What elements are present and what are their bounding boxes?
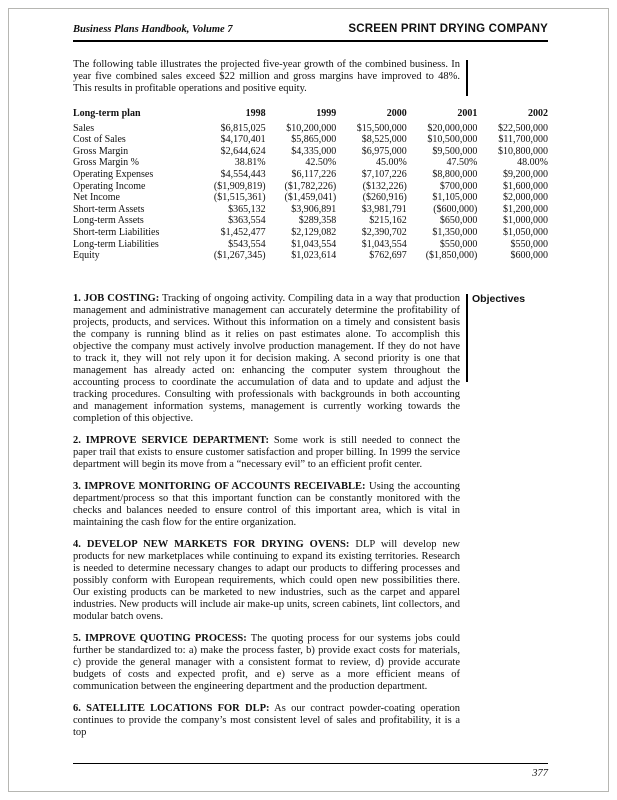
value-cell: $6,975,000 bbox=[361, 145, 407, 157]
row-label-cell: Gross Margin bbox=[73, 145, 129, 157]
value-cell: ($260,916) bbox=[362, 192, 407, 204]
paragraph-lead: 1. JOB COSTING: bbox=[73, 292, 160, 304]
table-row bbox=[73, 157, 548, 169]
paragraph-lead: 2. IMPROVE SERVICE DEPARTMENT: bbox=[73, 434, 269, 446]
value-cell: $1,105,000 bbox=[432, 192, 478, 204]
value-cell: $543,554 bbox=[228, 238, 266, 250]
objectives-section bbox=[73, 293, 548, 739]
paragraph-text: DLP will develop new products for new marketplaces while continuing to expand its existing territories. Research is needed to determine necessary changes to adapt our products to differing processes and possibly conform with European requirements, which could open new possibilities there. Our existing products can be marketed to new industries, such as the carpet and apparel industries. New products will include air make-up units, screen cabinets, lint collectors, and modular batch ovens. bbox=[73, 538, 460, 622]
value-cell: $550,000 bbox=[439, 238, 478, 250]
table-row bbox=[73, 169, 548, 181]
objective-paragraph bbox=[73, 293, 460, 425]
value-cell: ($1,267,345) bbox=[213, 250, 266, 262]
section-change-bar bbox=[466, 294, 468, 382]
value-cell: $2,390,702 bbox=[361, 226, 407, 238]
value-cell: ($1,459,041) bbox=[284, 192, 337, 204]
book-page bbox=[8, 8, 609, 792]
objective-paragraph bbox=[73, 633, 460, 693]
value-cell: ($600,000) bbox=[433, 203, 478, 215]
value-cell: $7,107,226 bbox=[361, 168, 407, 180]
table-row bbox=[73, 239, 548, 251]
objective-paragraph bbox=[73, 703, 460, 739]
row-label-cell: Cost of Sales bbox=[73, 134, 126, 146]
section-change-bar bbox=[466, 60, 468, 96]
value-cell: $9,500,000 bbox=[432, 145, 478, 157]
table-row bbox=[73, 181, 548, 193]
value-cell: $6,117,226 bbox=[291, 168, 337, 180]
value-cell: ($1,782,226) bbox=[284, 180, 337, 192]
value-cell: $1,050,000 bbox=[503, 226, 548, 238]
value-cell: $1,452,477 bbox=[220, 226, 266, 238]
value-cell: $600,000 bbox=[510, 250, 548, 262]
row-label-cell: Equity bbox=[73, 250, 100, 262]
table-header-cell: 2000 bbox=[386, 108, 407, 119]
value-cell: ($1,515,361) bbox=[213, 192, 266, 204]
page-footer bbox=[73, 763, 548, 779]
row-label-cell: Long-term Assets bbox=[73, 215, 144, 227]
objective-paragraph bbox=[73, 435, 460, 471]
value-cell: $762,697 bbox=[369, 250, 407, 262]
paragraph-text: Some work is still needed to connect the paper trail that exists to ensure customer satisfaction and proper billing. In 1999 the service department will begin its move from a “necessary evil” to an efficient profit center. bbox=[73, 434, 460, 470]
value-cell: $700,000 bbox=[439, 180, 478, 192]
table-row bbox=[73, 134, 548, 146]
objective-paragraph bbox=[73, 481, 460, 529]
value-cell: $6,815,025 bbox=[220, 122, 266, 134]
value-cell: $8,525,000 bbox=[361, 134, 407, 146]
margin-heading-objectives: Objectives bbox=[472, 292, 526, 305]
table-header-cell: 1998 bbox=[245, 108, 266, 119]
table-header-cell: Long-term plan bbox=[73, 108, 141, 119]
intro-paragraph: The following table illustrates the projected five-year growth of the combined business. In year five combined sales exceed $22 million and gross margins have improved to 48%. This results in profitable operations and positive equity. bbox=[73, 59, 460, 94]
financial-table-body bbox=[73, 123, 548, 262]
value-cell: $3,906,891 bbox=[291, 203, 337, 215]
value-cell: $363,554 bbox=[228, 215, 266, 227]
value-cell: $650,000 bbox=[439, 215, 478, 227]
row-label-cell: Operating Income bbox=[73, 180, 146, 192]
value-cell: $5,865,000 bbox=[291, 134, 337, 146]
value-cell: $20,000,000 bbox=[427, 122, 478, 134]
value-cell: $4,170,401 bbox=[220, 134, 266, 146]
page-content bbox=[73, 59, 548, 749]
value-cell: $365,132 bbox=[228, 203, 266, 215]
table-row bbox=[73, 123, 548, 135]
value-cell: $289,358 bbox=[298, 215, 337, 227]
intro-section bbox=[73, 59, 460, 95]
row-label-cell: Gross Margin % bbox=[73, 157, 139, 169]
value-cell: $1,000,000 bbox=[503, 215, 548, 227]
table-row bbox=[73, 146, 548, 158]
value-cell: $1,350,000 bbox=[432, 226, 478, 238]
value-cell: $2,644,624 bbox=[220, 145, 266, 157]
value-cell: $3,981,791 bbox=[361, 203, 407, 215]
table-header-row bbox=[73, 108, 548, 123]
row-label-cell: Net Income bbox=[73, 192, 120, 204]
table-header-cell: 2002 bbox=[528, 108, 548, 119]
paragraph-lead: 6. SATELLITE LOCATIONS FOR DLP: bbox=[73, 702, 270, 714]
value-cell: $10,500,000 bbox=[427, 134, 478, 146]
financial-table bbox=[73, 108, 548, 262]
page-number: 377 bbox=[532, 768, 548, 779]
value-cell: $1,043,554 bbox=[361, 238, 407, 250]
value-cell: $4,335,000 bbox=[291, 145, 337, 157]
row-label-cell: Long-term Liabilities bbox=[73, 238, 159, 250]
value-cell: $2,129,082 bbox=[291, 226, 337, 238]
value-cell: $1,043,554 bbox=[291, 238, 337, 250]
value-cell: $550,000 bbox=[510, 238, 548, 250]
table-row bbox=[73, 192, 548, 204]
value-cell: $215,162 bbox=[369, 215, 407, 227]
value-cell: $1,600,000 bbox=[503, 180, 548, 192]
value-cell: $11,700,000 bbox=[498, 134, 548, 146]
book-title: Business Plans Handbook, Volume 7 bbox=[73, 24, 233, 35]
value-cell: 42.50% bbox=[305, 157, 337, 169]
value-cell: $2,000,000 bbox=[503, 192, 548, 204]
paragraph-lead: 3. IMPROVE MONITORING OF ACCOUNTS RECEIVABLE: bbox=[73, 480, 366, 492]
value-cell: $22,500,000 bbox=[498, 122, 548, 134]
row-label-cell: Operating Expenses bbox=[73, 168, 154, 180]
value-cell: ($132,226) bbox=[362, 180, 407, 192]
table-row bbox=[73, 204, 548, 216]
table-header-cell: 1999 bbox=[316, 108, 337, 119]
table-header-cell: 2001 bbox=[457, 108, 478, 119]
paragraph-text: As our contract powder-coating operation continues to provide the company’s most consistent level of sales and profitability, it is a top bbox=[73, 702, 460, 738]
objective-paragraph bbox=[73, 539, 460, 623]
paragraph-text: Tracking of ongoing activity. Compiling data in a way that production management and administrative management can accurately determine the profitability of projects, products, and services. Without this information on a timely and consistent basis the company is running blind as it relies on past estimates alone. To accomplish this objective the company must actively involve production management. If they do not have to track it, they will not rely upon it for decision making. A second priority is one that management has already acted on: enhancing the computer system throughout the accounting process to coordinate the accumulation of data and to update and adjust the tracking procedures. Consulting with professionals with backgrounds in both accounting and management information systems, management is currently working towards the completion of this objective. bbox=[73, 292, 460, 424]
row-label-cell: Sales bbox=[73, 122, 95, 134]
paragraph-text: The quoting process for our systems jobs could further be standardized to: a) make the process faster, b) provide exact costs for materials, c) provide the general manager with a consistent format to review, d) provide accurate budgets of costs and expected profit, and e) serve as a more efficient means of communication between the engineering department and the production department. bbox=[73, 632, 460, 692]
value-cell: $10,800,000 bbox=[498, 145, 548, 157]
row-label-cell: Short-term Assets bbox=[73, 203, 145, 215]
value-cell: $1,200,000 bbox=[503, 203, 548, 215]
value-cell: 47.50% bbox=[446, 157, 478, 169]
company-name-heading: SCREEN PRINT DRYING COMPANY bbox=[348, 23, 548, 35]
row-label-cell: Short-term Liabilities bbox=[73, 226, 160, 238]
value-cell: ($1,850,000) bbox=[425, 250, 478, 262]
value-cell: ($1,909,819) bbox=[213, 180, 266, 192]
value-cell: 45.00% bbox=[375, 157, 407, 169]
table-row bbox=[73, 215, 548, 227]
body-text-column bbox=[73, 293, 460, 739]
value-cell: $15,500,000 bbox=[356, 122, 407, 134]
paragraph-text: Using the accounting department/process so that this important function can be constantly monitored with the checks and balances needed to ensure control of this important area, which is vital in maintaining the cash flow for the entire organization. bbox=[73, 480, 460, 528]
value-cell: $1,023,614 bbox=[291, 250, 337, 262]
value-cell: 38.81% bbox=[234, 157, 266, 169]
value-cell: $10,200,000 bbox=[286, 122, 337, 134]
paragraph-lead: 5. IMPROVE QUOTING PROCESS: bbox=[73, 632, 247, 644]
page-header bbox=[73, 23, 548, 42]
paragraph-lead: 4. DEVELOP NEW MARKETS FOR DRYING OVENS: bbox=[73, 538, 350, 550]
value-cell: $4,554,443 bbox=[220, 168, 266, 180]
table-row bbox=[73, 250, 548, 262]
value-cell: $8,800,000 bbox=[432, 168, 478, 180]
value-cell: 48.00% bbox=[517, 157, 548, 169]
table-row bbox=[73, 227, 548, 239]
value-cell: $9,200,000 bbox=[503, 168, 548, 180]
